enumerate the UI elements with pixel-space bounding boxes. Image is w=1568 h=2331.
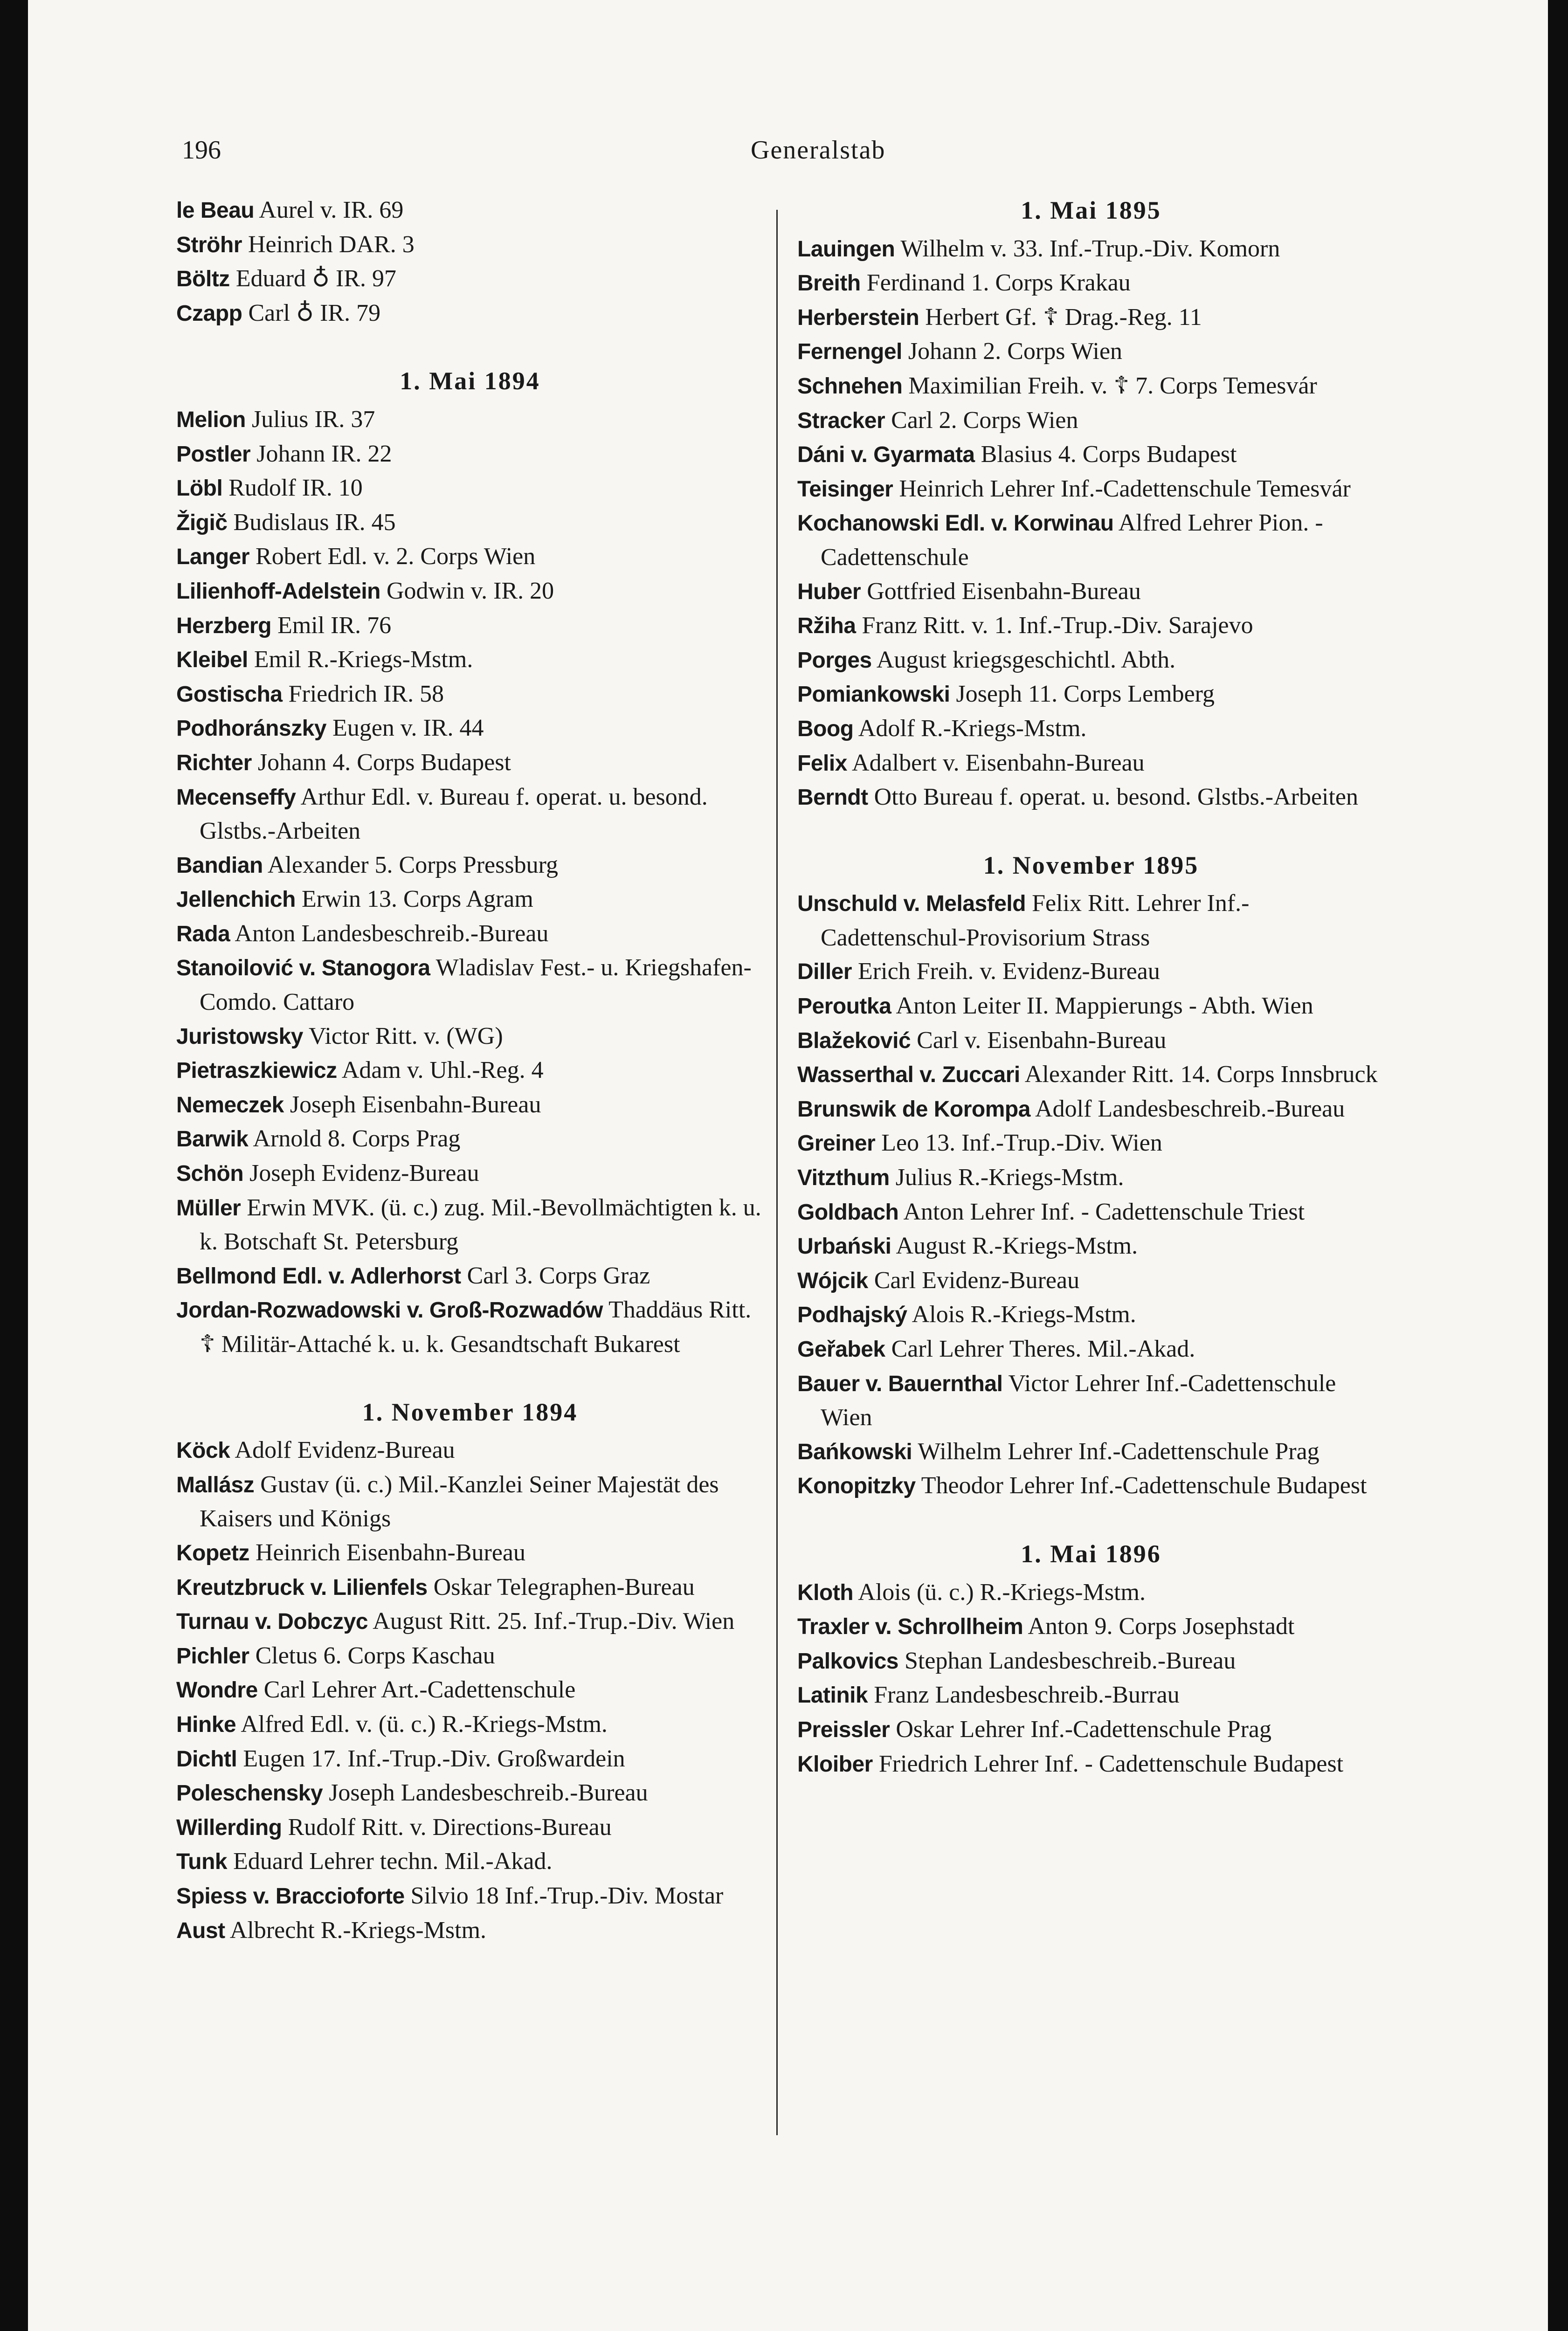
register-entry — [176, 1879, 764, 1914]
entry-details: Albrecht R.-Kriegs-Mstm. — [229, 1917, 487, 1944]
entry-surname: Kopetz — [176, 1540, 249, 1565]
entry-surname: Spiess v. Braccioforte — [176, 1883, 405, 1909]
entry-surname: Melion — [176, 407, 246, 432]
register-entry — [176, 403, 764, 437]
register-entry — [797, 506, 1385, 574]
entry-surname: Langer — [176, 545, 250, 570]
entry-details: Alois R.-Kriegs-Mstm. — [912, 1301, 1136, 1328]
entry-surname: Urbański — [797, 1234, 891, 1259]
entry-surname: Herberstein — [797, 305, 919, 330]
right-column — [797, 193, 1385, 1781]
entry-surname: Kochanowski Edl. v. Korwinau — [797, 511, 1114, 536]
entry-details: Johann 2. Corps Wien — [908, 338, 1123, 365]
register-entry — [797, 1229, 1385, 1264]
entry-details: Friedrich Lehrer Inf. - Cadettenschule Budapest — [878, 1750, 1344, 1777]
entry-details: Leo 13. Inf.-Trup.-Div. Wien — [881, 1130, 1162, 1157]
entry-surname: Konopitzky — [797, 1474, 916, 1499]
register-entry — [176, 1536, 764, 1571]
register-entry — [176, 951, 764, 1019]
register-entry — [176, 883, 764, 917]
register-entry — [176, 1845, 764, 1879]
register-entry — [797, 266, 1385, 301]
register-entry — [797, 575, 1385, 609]
register-entry — [797, 989, 1385, 1024]
entry-surname: Blažeković — [797, 1028, 911, 1053]
register-entry — [797, 1058, 1385, 1092]
entry-surname: Herzberg — [176, 613, 272, 638]
entry-details: Gottfried Eisenbahn-Bureau — [867, 578, 1141, 605]
entry-details: Heinrich DAR. 3 — [248, 231, 414, 258]
entry-details: Anton Landesbeschreib.-Bureau — [235, 920, 549, 947]
entry-details: Carl Lehrer Theres. Mil.-Akad. — [891, 1336, 1195, 1362]
entry-surname: Latinik — [797, 1683, 868, 1708]
register-entry — [797, 1195, 1385, 1230]
entry-details: Carl Lehrer Art.-Cadettenschule — [263, 1676, 576, 1703]
entry-details: Anton Lehrer Inf. - Cadettenschule Triest — [903, 1198, 1305, 1225]
entry-details: Blasius 4. Corps Budapest — [981, 441, 1237, 468]
register-entry — [797, 404, 1385, 438]
register-entry — [176, 1605, 764, 1639]
entry-surname: Gostischa — [176, 682, 283, 707]
entry-surname: Köck — [176, 1438, 230, 1463]
entry-surname: Barwik — [176, 1127, 249, 1152]
entry-surname: Postler — [176, 441, 251, 467]
entry-surname: Willerding — [176, 1815, 282, 1840]
entry-surname: Pietraszkiewicz — [176, 1058, 337, 1083]
entry-details: Emil IR. 76 — [277, 612, 392, 639]
entry-surname: Löbl — [176, 476, 223, 501]
register-entry — [797, 1713, 1385, 1747]
entry-surname: Rada — [176, 921, 230, 946]
register-entry — [176, 1054, 764, 1088]
register-entry — [797, 438, 1385, 472]
entry-details: Ferdinand 1. Corps Krakau — [866, 269, 1131, 297]
entry-surname: Dichtl — [176, 1746, 237, 1772]
register-entry — [797, 1264, 1385, 1298]
entry-details: Rudolf IR. 10 — [228, 475, 363, 502]
left-column — [176, 193, 764, 1948]
register-entry — [176, 1434, 764, 1468]
register-entry — [176, 1157, 764, 1191]
register-entry — [176, 1088, 764, 1123]
register-entry — [176, 1122, 764, 1157]
entry-surname: Turnau v. Dobczyc — [176, 1609, 368, 1634]
entry-surname: Dáni v. Gyarmata — [797, 442, 975, 468]
entry-details: Otto Bureau f. operat. u. besond. Glstbs.-Arbeiten — [874, 784, 1358, 811]
entry-surname: Lauingen — [797, 236, 895, 262]
entry-details: Carl Evidenz-Bureau — [874, 1267, 1080, 1294]
entry-details: Gustav (ü. c.) Mil.-Kanzlei Seiner Majestät des Kaisers und Königs — [200, 1471, 719, 1532]
entry-surname: Diller — [797, 959, 852, 985]
register-entry — [176, 193, 764, 228]
entry-details: Alexander 5. Corps Pressburg — [268, 851, 558, 878]
entry-details: Budislaus IR. 45 — [233, 509, 396, 536]
entry-surname: Schön — [176, 1161, 244, 1186]
entry-details: Alfred Edl. v. (ü. c.) R.-Kriegs-Mstm. — [241, 1710, 608, 1738]
entry-surname: Aust — [176, 1918, 225, 1943]
entry-surname: Wasserthal v. Zuccari — [797, 1062, 1020, 1088]
entry-details: Wilhelm Lehrer Inf.-Cadettenschule Prag — [918, 1438, 1319, 1465]
entry-surname: Huber — [797, 579, 861, 604]
entry-surname: Czapp — [176, 301, 242, 326]
entry-surname: Teisinger — [797, 476, 893, 502]
entry-details: Herbert Gf. ☦ Drag.-Reg. 11 — [925, 303, 1202, 331]
entry-details: Franz Ritt. v. 1. Inf.-Trup.-Div. Sarajevo — [862, 612, 1253, 639]
entry-surname: Richter — [176, 750, 252, 775]
register-entry — [797, 955, 1385, 989]
entry-surname: Kloth — [797, 1580, 854, 1605]
entry-surname: Ržiha — [797, 614, 856, 639]
register-entry — [797, 643, 1385, 678]
register-entry — [176, 1708, 764, 1742]
entry-surname: Unschuld v. Melasfeld — [797, 891, 1026, 917]
register-entry — [797, 1092, 1385, 1127]
register-entry — [797, 335, 1385, 369]
page-number: 196 — [182, 136, 221, 165]
register-entry — [176, 1914, 764, 1948]
running-head: Generalstab — [751, 136, 886, 165]
register-entry — [797, 301, 1385, 335]
entry-surname: Breith — [797, 271, 861, 296]
entry-details: Friedrich IR. 58 — [288, 680, 444, 707]
entry-details: Erwin MVK. (ü. c.) zug. Mil.-Bevollmächtigten k. u. k. Botschaft St. Petersburg — [200, 1194, 761, 1255]
entry-details: August R.-Kriegs-Mstm. — [896, 1233, 1138, 1260]
register-entry — [176, 780, 764, 848]
entry-surname: Pichler — [176, 1643, 249, 1669]
register-entry — [797, 1367, 1385, 1435]
entry-details: Alfred Lehrer Pion. - Cadettenschule — [821, 510, 1323, 571]
entry-surname: Bandian — [176, 853, 263, 878]
entry-surname: Traxler v. Schrollheim — [797, 1614, 1023, 1640]
register-entry — [176, 540, 764, 574]
entry-details: Carl 3. Corps Graz — [467, 1262, 650, 1289]
entry-details: Anton Leiter II. Mappierungs - Abth. Wien — [896, 993, 1313, 1020]
register-entry — [176, 1468, 764, 1536]
entry-details: Carl ♁ IR. 79 — [248, 299, 381, 326]
entry-surname: Nemeczek — [176, 1092, 284, 1117]
entry-details: Arnold 8. Corps Prag — [253, 1125, 461, 1152]
register-entry — [176, 471, 764, 506]
entry-surname: le Beau — [176, 198, 255, 223]
entry-details: Felix Ritt. Lehrer Inf.-Cadettenschul-Provisorium Strass — [821, 890, 1250, 951]
register-entry — [797, 1126, 1385, 1161]
entry-details: Adolf R.-Kriegs-Mstm. — [858, 715, 1087, 742]
register-entry — [797, 1469, 1385, 1503]
entry-details: Stephan Landesbeschreib.-Bureau — [904, 1647, 1236, 1674]
entry-details: Eduard ♁ IR. 97 — [235, 265, 397, 292]
entry-surname: Ströhr — [176, 232, 242, 257]
register-entry — [176, 1776, 764, 1811]
entry-details: Joseph Eisenbahn-Bureau — [290, 1091, 541, 1118]
column-divider — [776, 210, 778, 2135]
register-entry — [797, 1298, 1385, 1332]
register-entry — [176, 1639, 764, 1674]
entry-surname: Palkovics — [797, 1648, 898, 1674]
register-entry — [797, 1747, 1385, 1782]
entry-surname: Felix — [797, 751, 847, 776]
entry-surname: Porges — [797, 648, 872, 673]
entry-surname: Bauer v. Bauernthal — [797, 1371, 1003, 1396]
entry-surname: Stracker — [797, 408, 885, 433]
register-entry — [176, 677, 764, 712]
entry-details: Cletus 6. Corps Kaschau — [255, 1642, 495, 1669]
register-entry — [176, 1673, 764, 1708]
entry-surname: Poleschensky — [176, 1781, 323, 1806]
entry-details: Maximilian Freih. v. ☦ 7. Corps Temesvár — [908, 372, 1317, 399]
entry-details: Adolf Landesbeschreib.-Bureau — [1035, 1095, 1345, 1122]
entry-details: Anton 9. Corps Josephstadt — [1028, 1613, 1295, 1640]
entry-details: Johann 4. Corps Budapest — [257, 749, 511, 776]
entry-surname: Boog — [797, 716, 854, 741]
entry-surname: Vitzthum — [797, 1166, 890, 1191]
entry-surname: Böltz — [176, 267, 230, 292]
register-entry — [797, 1576, 1385, 1610]
register-entry — [176, 1259, 764, 1294]
entry-details: Eduard Lehrer techn. Mil.-Akad. — [233, 1848, 553, 1875]
entry-details: Heinrich Eisenbahn-Bureau — [255, 1539, 525, 1566]
entry-details: Johann IR. 22 — [256, 440, 392, 467]
entry-details: Oskar Telegraphen-Bureau — [433, 1573, 695, 1600]
entry-details: Carl 2. Corps Wien — [891, 407, 1078, 434]
entry-details: Theodor Lehrer Inf.-Cadettenschule Budapest — [921, 1472, 1367, 1499]
register-entry — [797, 1332, 1385, 1367]
entry-surname: Wójcik — [797, 1268, 868, 1293]
entry-details: Wilhelm v. 33. Inf.-Trup.-Div. Komorn — [900, 235, 1280, 262]
register-entry — [176, 228, 764, 262]
register-entry — [176, 1020, 764, 1054]
entry-surname: Kleibel — [176, 648, 248, 673]
entry-surname: Mecenseffy — [176, 785, 296, 810]
entry-details: Adam v. Uhl.-Reg. 4 — [341, 1057, 544, 1084]
register-entry — [797, 677, 1385, 712]
entry-surname: Brunswik de Korompa — [797, 1097, 1030, 1122]
entry-details: Erich Freih. v. Evidenz-Bureau — [858, 958, 1160, 985]
register-entry — [797, 1678, 1385, 1713]
register-entry — [176, 1571, 764, 1605]
entry-details: August kriegsgeschichtl. Abth. — [876, 646, 1176, 673]
entry-surname: Podhajský — [797, 1303, 907, 1328]
entry-details: Alois (ü. c.) R.-Kriegs-Mstm. — [858, 1579, 1146, 1606]
register-entry — [797, 1024, 1385, 1058]
entry-surname: Peroutka — [797, 994, 891, 1019]
entry-surname: Müller — [176, 1195, 241, 1221]
entry-details: Robert Edl. v. 2. Corps Wien — [256, 543, 536, 570]
entry-surname: Pomiankowski — [797, 682, 950, 707]
register-entry — [797, 780, 1385, 815]
entry-details: August Ritt. 25. Inf.-Trup.-Div. Wien — [373, 1608, 735, 1635]
entry-surname: Berndt — [797, 785, 868, 810]
section-heading: 1. November 1895 — [983, 851, 1199, 879]
entry-details: Alexander Ritt. 14. Corps Innsbruck — [1024, 1061, 1378, 1088]
register-entry — [176, 1811, 764, 1845]
entry-details: Silvio 18 Inf.-Trup.-Div. Mostar — [410, 1882, 724, 1909]
register-entry — [176, 643, 764, 677]
register-entry — [797, 887, 1385, 955]
entry-details: Eugen v. IR. 44 — [332, 715, 484, 742]
register-entry — [797, 1161, 1385, 1195]
entry-surname: Jellenchich — [176, 887, 296, 912]
register-entry — [797, 1644, 1385, 1679]
register-entry — [176, 746, 764, 780]
entry-surname: Juristowsky — [176, 1024, 303, 1049]
section-heading: 1. Mai 1896 — [1021, 1539, 1161, 1568]
register-entry — [797, 472, 1385, 507]
register-entry — [176, 917, 764, 952]
entry-details: Oskar Lehrer Inf.-Cadettenschule Prag — [896, 1716, 1271, 1743]
entry-details: Julius R.-Kriegs-Mstm. — [895, 1164, 1124, 1191]
register-entry — [176, 506, 764, 540]
entry-surname: Geřabek — [797, 1337, 885, 1362]
entry-details: Emil R.-Kriegs-Mstm. — [254, 646, 473, 673]
entry-surname: Goldbach — [797, 1200, 899, 1225]
entry-details: Godwin v. IR. 20 — [386, 577, 554, 604]
entry-details: Thaddäus Ritt. ☦ Militär-Attaché k. u. k. Gesandtschaft Bukarest — [200, 1297, 752, 1358]
entry-surname: Mallász — [176, 1472, 255, 1497]
entry-surname: Bellmond Edl. v. Adlerhorst — [176, 1263, 461, 1289]
register-entry — [176, 262, 764, 297]
section-heading: 1. Mai 1894 — [400, 367, 540, 395]
section-heading: 1. Mai 1895 — [1021, 196, 1161, 224]
register-entry — [797, 1610, 1385, 1644]
entry-details: Adalbert v. Eisenbahn-Bureau — [852, 749, 1145, 776]
entry-details: Joseph 11. Corps Lemberg — [956, 681, 1215, 708]
entry-details: Victor Ritt. v. (WG) — [309, 1022, 503, 1049]
entry-details: Arthur Edl. v. Bureau f. operat. u. besond. Glstbs.-Arbeiten — [200, 783, 708, 845]
entry-surname: Schnehen — [797, 373, 903, 399]
entry-surname: Podhoránszky — [176, 716, 327, 741]
register-entry — [176, 1293, 764, 1361]
entry-details: Rudolf Ritt. v. Directions-Bureau — [288, 1814, 612, 1841]
entry-details: Heinrich Lehrer Inf.-Cadettenschule Temesvár — [899, 475, 1351, 502]
entry-details: Joseph Landesbeschreib.-Bureau — [329, 1779, 648, 1807]
entry-details: Wladislav Fest.- u. Kriegshafen-Comdo. Cattaro — [200, 954, 752, 1016]
section-heading: 1. November 1894 — [362, 1398, 578, 1426]
register-entry — [176, 711, 764, 746]
entry-details: Victor Lehrer Inf.-Cadettenschule Wien — [821, 1370, 1336, 1431]
entry-surname: Lilienhoff-Adelstein — [176, 579, 380, 604]
entry-details: Eugen 17. Inf.-Trup.-Div. Großwardein — [243, 1745, 625, 1772]
register-entry — [797, 712, 1385, 746]
register-entry — [176, 848, 764, 883]
register-entry — [797, 746, 1385, 781]
register-entry — [176, 1742, 764, 1777]
register-entry — [797, 1435, 1385, 1469]
entry-surname: Kloiber — [797, 1752, 873, 1777]
entry-surname: Wondre — [176, 1678, 258, 1703]
entry-surname: Greiner — [797, 1131, 876, 1156]
entry-surname: Preissler — [797, 1717, 890, 1742]
entry-surname: Stanoilović v. Stanogora — [176, 956, 430, 981]
entry-details: Adolf Evidenz-Bureau — [235, 1437, 455, 1464]
register-entry — [176, 437, 764, 472]
register-entry — [797, 609, 1385, 643]
entry-surname: Tunk — [176, 1849, 228, 1875]
entry-surname: Fernengel — [797, 339, 902, 365]
entry-details: Carl v. Eisenbahn-Bureau — [917, 1027, 1167, 1054]
register-entry — [797, 369, 1385, 404]
register-entry — [176, 1191, 764, 1259]
register-entry — [176, 609, 764, 643]
entry-details: Aurel v. IR. 69 — [259, 197, 404, 223]
entry-surname: Bańkowski — [797, 1439, 912, 1464]
entry-details: Julius IR. 37 — [252, 406, 375, 433]
entry-details: Franz Landesbeschreib.-Burrau — [874, 1682, 1180, 1709]
register-entry — [176, 574, 764, 609]
entry-details: Erwin 13. Corps Agram — [301, 886, 533, 913]
entry-surname: Žigič — [176, 510, 228, 535]
register-entry — [797, 232, 1385, 267]
entry-surname: Jordan-Rozwadowski v. Groß-Rozwadów — [176, 1298, 603, 1323]
entry-surname: Kreutzbruck v. Lilienfels — [176, 1575, 428, 1600]
entry-details: Joseph Evidenz-Bureau — [249, 1160, 479, 1187]
register-entry — [176, 297, 764, 331]
entry-surname: Hinke — [176, 1712, 236, 1737]
page — [28, 0, 1548, 2331]
page-header — [182, 135, 1436, 172]
